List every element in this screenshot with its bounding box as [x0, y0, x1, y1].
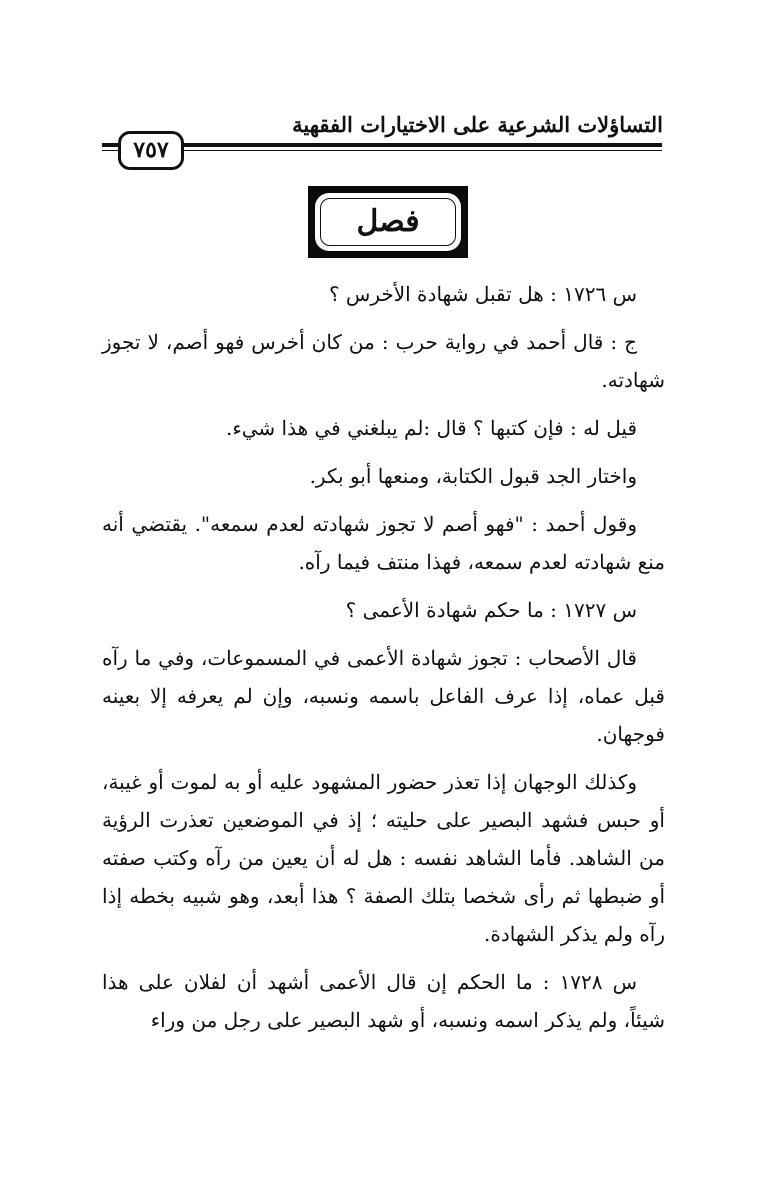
header-rule-thick	[102, 143, 662, 147]
section-heading: فصل	[320, 198, 456, 246]
question-1728: س ١٧٢٨ : ما الحكم إن قال الأعمى أشهد أن لفلان على هذا شيئاً، ولم يذكر اسمه ونسبه، أو شهد البصير على رجل من وراء	[102, 970, 665, 1032]
paragraph: قيل له : فإن كتبها ؟ قال :لم يبلغني في هذا شيء.	[225, 416, 637, 440]
page-body	[102, 275, 665, 1039]
answer-1726: ج : قال أحمد في رواية حرب : من كان أخرس فهو أصم، لا تجوز شهادته.	[102, 330, 665, 392]
paragraph: وكذلك الوجهان إذا تعذر حضور المشهود عليه أو به لموت أو غيبة، أو حبس فشهد البصير على حليته ؛ إذ في الموضعين تعذرت الرؤية من الشاهد. فأما الشاهد نفسه : هل له أن يعين من رآه وكتب صفته أو ضبطها ثم رأى شخصا بتلك الصفة ؟ هذا أبعد، وهو شبيه بخطه إذا رآه ولم يذكر الشهادة.	[102, 770, 665, 946]
paragraph: واختار الجد قبول الكتابة، ومنعها أبو بكر.	[309, 464, 637, 488]
running-header-title: التساؤلات الشرعية على الاختيارات الفقهية	[292, 112, 663, 137]
section-heading-frame	[308, 186, 468, 258]
header-rule-thin	[102, 150, 662, 151]
section-heading-inner	[315, 193, 461, 251]
question-1726: س ١٧٢٦ : هل تقبل شهادة الأخرس ؟	[328, 282, 637, 306]
paragraph: وقول أحمد : "فهو أصم لا تجوز شهادته لعدم سمعه". يقتضي أنه منع شهادته لعدم سمعه، فهذا منتف فيما رآه.	[102, 512, 665, 574]
question-1727: س ١٧٢٧ : ما حكم شهادة الأعمى ؟	[345, 598, 637, 622]
answer-1727: قال الأصحاب : تجوز شهادة الأعمى في المسموعات، وفي ما رآه قبل عماه، إذا عرف الفاعل باسمه ونسبه، وإن لم يعرفه إلا بعينه فوجهان.	[102, 646, 665, 746]
page-number-badge: ٧٥٧	[118, 131, 184, 170]
